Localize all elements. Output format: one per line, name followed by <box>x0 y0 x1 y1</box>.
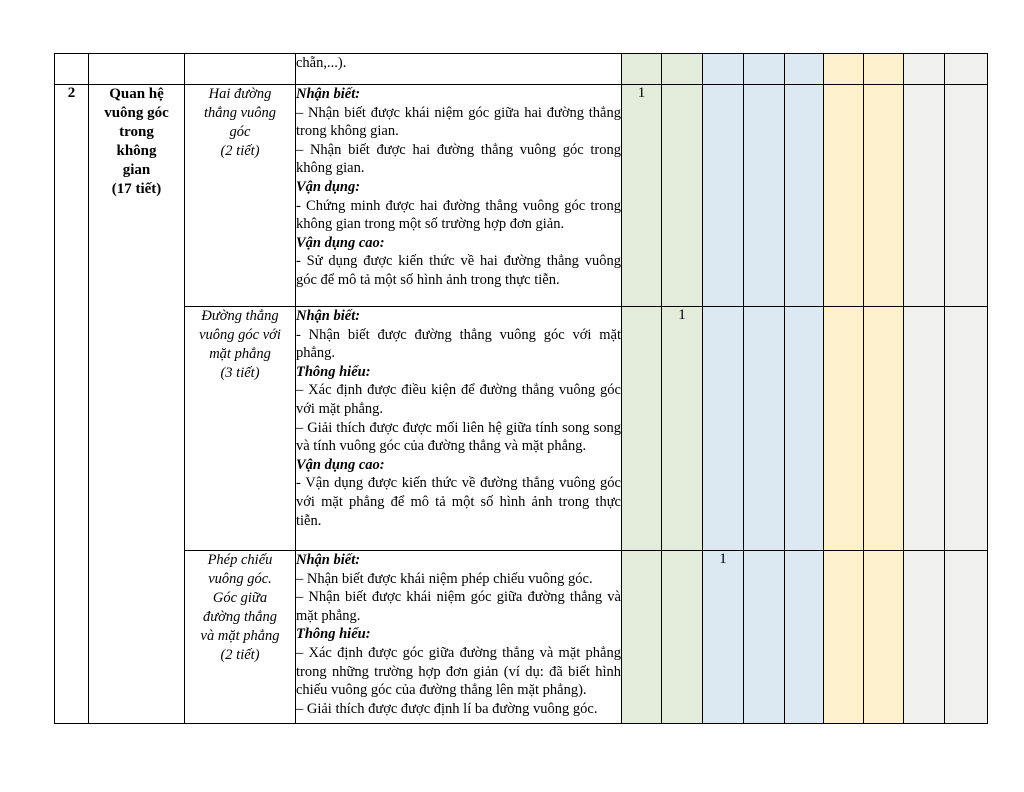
score-cell <box>703 85 744 307</box>
objectives-cell-3 <box>296 551 622 724</box>
score-cell <box>904 85 945 307</box>
text-line: (2 tiết) <box>220 647 260 663</box>
score-cell <box>703 307 744 551</box>
score-cell <box>622 307 662 551</box>
text-line: Phép chiếu <box>207 552 273 568</box>
objectives-cell-2 <box>296 307 622 551</box>
score-cell <box>703 54 744 85</box>
objective-item: - Sử dụng được kiến thức về hai đường thẳng vuông góc để mô tả một số hình ảnh trong thực tiễn. <box>296 253 621 288</box>
objective-item: – Nhận biết được hai đường thẳng vuông góc trong không gian. <box>296 141 621 177</box>
objective-item: – Xác định được điều kiện để đường thẳng vuông góc với mặt phẳng. <box>296 382 621 417</box>
index-cell-empty <box>55 54 89 85</box>
text-line: mặt phẳng <box>209 346 271 362</box>
objective-item: – Nhận biết được khái niệm góc giữa đường thẳng và mặt phẳng. <box>296 589 621 624</box>
objective-heading: Vận dụng cao: <box>296 234 385 251</box>
objective-heading: Nhận biết: <box>296 552 361 568</box>
score-cell <box>864 307 904 551</box>
score-cell: 1 <box>662 307 703 551</box>
text-line: gian <box>122 162 151 178</box>
objective-heading: Thông hiểu: <box>296 363 371 380</box>
score-cell <box>824 307 864 551</box>
score-cell <box>864 85 904 307</box>
score-cell <box>864 54 904 85</box>
topic-name-cell-2 <box>185 307 296 551</box>
score-cell <box>662 551 703 724</box>
score-cell <box>945 54 988 85</box>
text-line: vuông góc <box>104 105 169 121</box>
text-line: Góc giữa <box>212 590 268 606</box>
objective-heading: Nhận biết: <box>296 86 361 102</box>
text-line: góc <box>229 124 251 140</box>
score-cell <box>864 551 904 724</box>
text-line: trong <box>119 124 154 140</box>
score-cell <box>945 307 988 551</box>
objective-item: – Giải thích được được mối liên hệ giữa tính song song và tính vuông góc của đường thẳng và mặt phẳng. <box>296 419 621 455</box>
topic-cell-empty <box>185 54 296 85</box>
score-cell <box>904 307 945 551</box>
score-cell <box>662 85 703 307</box>
objective-item: – Giải thích được được định lí ba đường vuông góc. <box>296 700 598 717</box>
text-line: đường thẳng <box>202 609 278 625</box>
score-cell <box>785 85 824 307</box>
text-line: (3 tiết) <box>220 365 260 381</box>
topic-name-cell-1 <box>185 85 296 307</box>
objectives-cell-1 <box>296 85 622 307</box>
score-cell <box>904 54 945 85</box>
chapter-cell-empty <box>89 54 185 85</box>
text-line: (17 tiết) <box>111 181 162 197</box>
score-cell <box>622 551 662 724</box>
objective-item: – Nhận biết được khái niệm góc giữa hai đường thẳng trong không gian. <box>296 104 621 140</box>
score-cell <box>785 551 824 724</box>
curriculum-matrix-table <box>54 53 988 724</box>
section-index-cell: 2 <box>55 85 89 724</box>
score-cell <box>622 54 662 85</box>
score-cell <box>824 551 864 724</box>
objective-heading: Vận dụng: <box>296 178 361 195</box>
topic-row-2 <box>55 307 988 551</box>
topic-row-3 <box>55 551 988 724</box>
text-line: vuông góc với <box>199 327 281 343</box>
text-line: Đường thẳng <box>201 308 279 324</box>
text-line: vuông góc. <box>208 571 272 587</box>
score-cell <box>904 551 945 724</box>
score-cell <box>662 54 703 85</box>
topic-row-1 <box>55 85 988 307</box>
carryover-row <box>55 54 988 85</box>
text-line: Hai đường <box>208 86 272 102</box>
carryover-text: chẵn,...). <box>296 55 347 71</box>
score-cell <box>945 551 988 724</box>
score-cell <box>744 307 785 551</box>
score-cell <box>824 54 864 85</box>
objective-item: – Nhận biết được khái niệm phép chiếu vuông góc. <box>296 570 593 587</box>
text-line: thẳng vuông <box>203 105 277 121</box>
objective-item: - Vận dụng được kiến thức về đường thẳng vuông góc với mặt phẳng để mô tả một số hình ảnh trong thực tiễn. <box>296 475 621 529</box>
score-cell: 1 <box>622 85 662 307</box>
score-cell <box>744 85 785 307</box>
objectives-cell-carryover <box>296 54 622 85</box>
text-line: không <box>116 143 157 159</box>
score-cell <box>744 551 785 724</box>
objective-heading: Vận dụng cao: <box>296 456 385 473</box>
objective-item: – Xác định được góc giữa đường thẳng và mặt phẳng trong những trường hợp đơn giản (ví dụ: đã biết hình chiếu vuông góc của đường thẳng lên mặt phẳng). <box>296 644 621 699</box>
score-cell <box>744 54 785 85</box>
text-line: (2 tiết) <box>220 143 260 159</box>
text-line: và mặt phẳng <box>200 628 280 644</box>
topic-name-cell-3 <box>185 551 296 724</box>
score-cell <box>945 85 988 307</box>
score-cell <box>785 307 824 551</box>
objective-item: - Nhận biết được đường thẳng vuông góc với mặt phẳng. <box>296 326 621 362</box>
objective-heading: Nhận biết: <box>296 308 361 324</box>
score-cell <box>785 54 824 85</box>
objective-heading: Thông hiểu: <box>296 626 371 643</box>
text-line: Quan hệ <box>109 86 164 102</box>
score-cell: 1 <box>703 551 744 724</box>
score-cell <box>824 85 864 307</box>
chapter-name-cell <box>89 85 185 724</box>
objective-item: - Chứng minh được hai đường thẳng vuông góc trong không gian trong một số trường hợp đơn giản. <box>296 197 621 233</box>
